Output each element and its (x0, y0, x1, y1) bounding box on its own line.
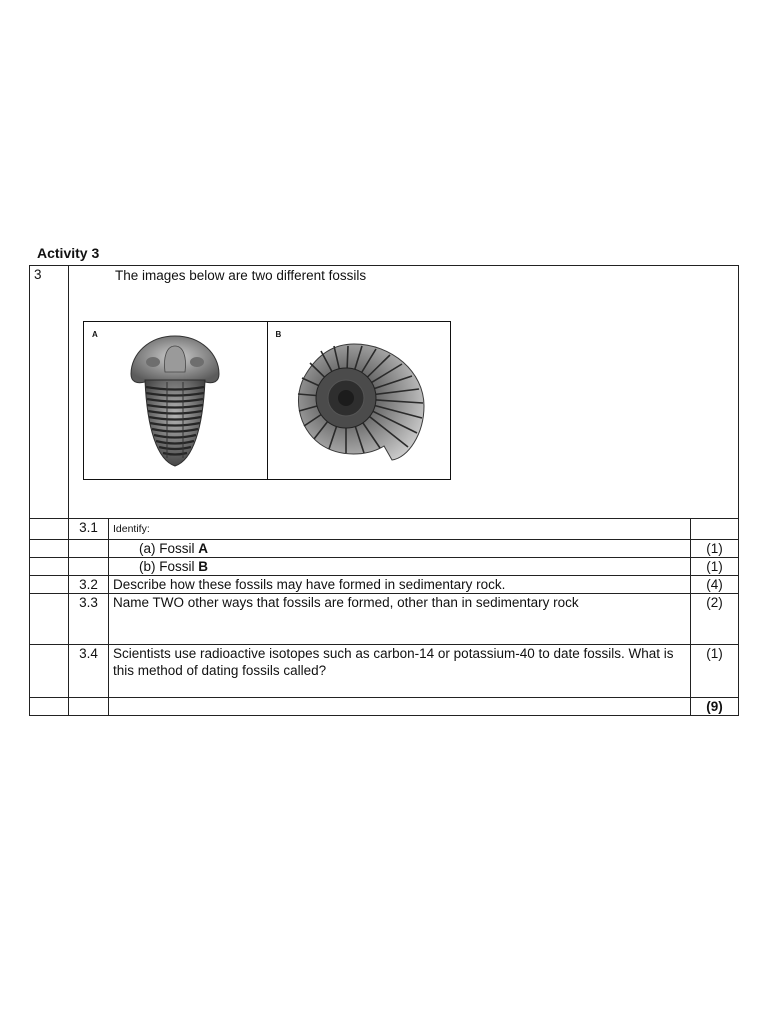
ammonite-fossil-icon (284, 336, 434, 466)
empty-cell (69, 698, 109, 716)
fossil-label-a: A (92, 330, 98, 339)
fossil-b-text (109, 558, 691, 576)
question-number-3-1: 3.1 (69, 519, 109, 540)
question-row-3-1 (30, 519, 739, 540)
empty-cell (30, 540, 69, 558)
empty-cell (30, 558, 69, 576)
question-text-3-3: Name TWO other ways that fossils are formed, other than in sedimentary rock (109, 594, 691, 645)
question-row-3-3 (30, 594, 739, 645)
fossil-images-frame (83, 321, 451, 480)
question-intro-cell (69, 266, 739, 519)
question-table (29, 265, 739, 716)
fossil-panel-b (267, 322, 451, 479)
question-intro-text: The images below are two different fossils (115, 268, 367, 283)
empty-cell (30, 594, 69, 645)
fossil-b-letter: B (198, 559, 209, 574)
empty-cell (109, 698, 691, 716)
fossil-a-text (109, 540, 691, 558)
fossil-b-mark: (1) (691, 558, 739, 576)
question-row-3-2 (30, 576, 739, 594)
total-row (30, 698, 739, 716)
question-number-3-3: 3.3 (69, 594, 109, 645)
question-number: 3 (30, 266, 69, 519)
fossil-a-letter: A (198, 541, 209, 556)
question-row-fossil-a (30, 540, 739, 558)
question-mark-3-2: (4) (691, 576, 739, 594)
question-text-3-1 (109, 519, 691, 540)
question-number-3-4: 3.4 (69, 645, 109, 698)
fossil-b-prefix: (b) Fossil (139, 559, 199, 574)
fossil-a-mark: (1) (691, 540, 739, 558)
empty-cell (69, 558, 109, 576)
fossil-panel-a (84, 322, 267, 479)
activity-heading: Activity 3 (37, 245, 100, 261)
identify-label: Identify: (113, 523, 150, 535)
fossil-a-prefix: (a) Fossil (139, 541, 199, 556)
empty-cell (30, 519, 69, 540)
trilobite-fossil-icon (125, 332, 225, 470)
empty-mark-cell (691, 519, 739, 540)
question-row-fossil-b (30, 558, 739, 576)
question-text-3-4: Scientists use radioactive isotopes such as carbon-14 or potassium-40 to date fossils. What is this method of dating fossils called? (109, 645, 691, 698)
fossil-label-b: B (275, 330, 282, 339)
question-mark-3-4: (1) (691, 645, 739, 698)
empty-cell (30, 576, 69, 594)
question-intro-row (30, 266, 739, 519)
empty-cell (69, 540, 109, 558)
question-text-3-2: Describe how these fossils may have formed in sedimentary rock. (109, 576, 691, 594)
total-mark: (9) (691, 698, 739, 716)
question-row-3-4 (30, 645, 739, 698)
empty-cell (30, 645, 69, 698)
question-number-3-2: 3.2 (69, 576, 109, 594)
empty-cell (30, 698, 69, 716)
question-mark-3-3: (2) (691, 594, 739, 645)
